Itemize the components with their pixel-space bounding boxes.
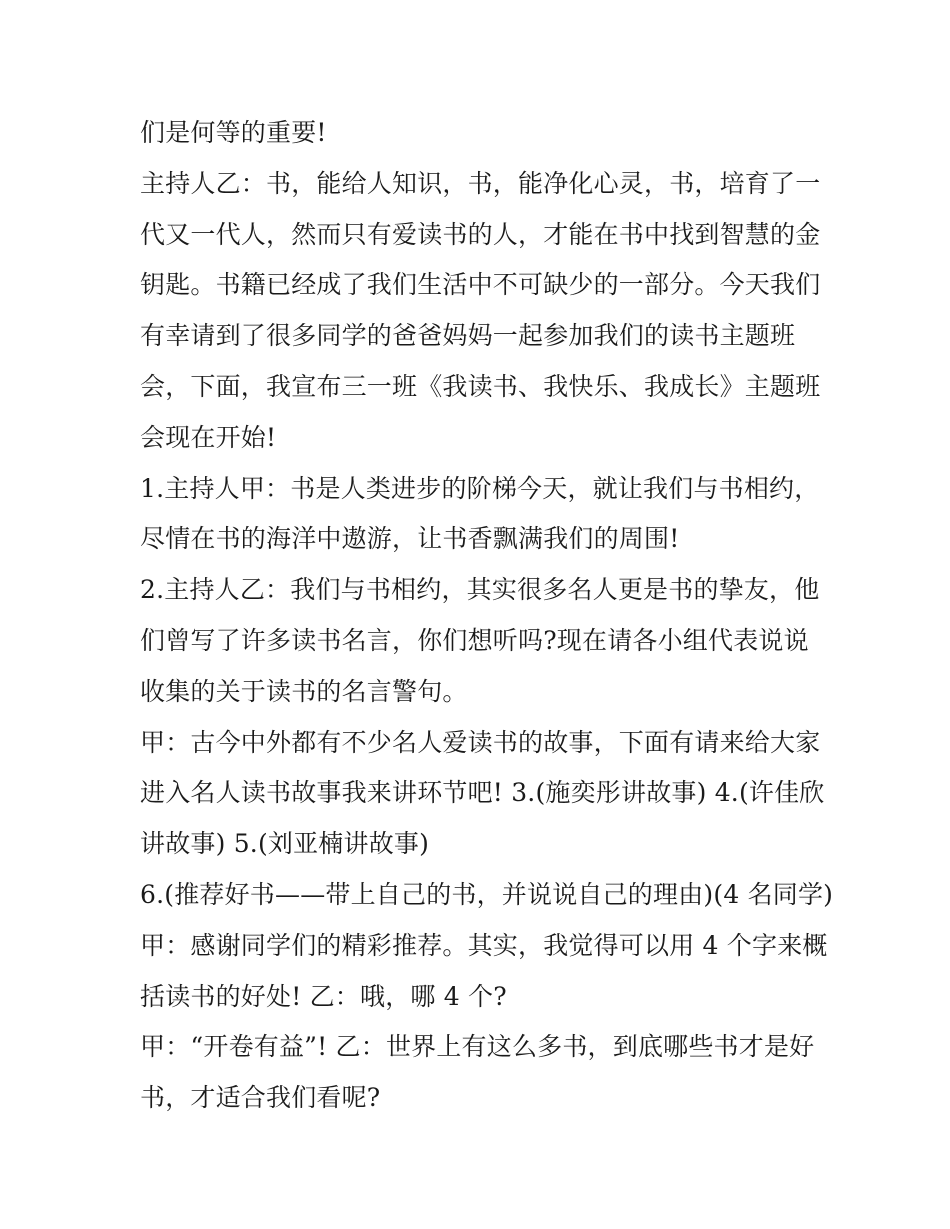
text-line: 2.主持人乙：我们与书相约，其实很多名人更是书的挚友，他 bbox=[140, 575, 820, 605]
text-line: 们是何等的重要! bbox=[140, 118, 327, 147]
text-line: 尽情在书的海洋中遨游，让书香飘满我们的周围! bbox=[140, 524, 680, 554]
text-line: 主持人乙：书，能给人知识，书，能净化心灵，书，培育了一 bbox=[140, 168, 821, 198]
text-line: 会，下面，我宣布三一班《我读书、我快乐、我成长》主题班 bbox=[140, 371, 821, 401]
text-line: 们曾写了许多读书名言，你们想听吗?现在请各小组代表说说 bbox=[140, 625, 809, 655]
text-line: 甲：古今中外都有不少名人爱读书的故事，下面有请来给大家 bbox=[140, 727, 821, 757]
text-line: 甲：“开卷有益”! 乙：世界上有这么多书，到底哪些书才是好 bbox=[140, 1032, 815, 1062]
text-line: 钥匙。书籍已经成了我们生活中不可缺少的一部分。今天我们 bbox=[140, 270, 821, 300]
text-line: 括读书的好处! 乙：哦，哪 4 个? bbox=[140, 981, 507, 1011]
text-line: 会现在开始! bbox=[140, 422, 277, 452]
text-line: 1.主持人甲：书是人类进步的阶梯今天，就让我们与书相约， bbox=[140, 473, 820, 503]
document-body bbox=[140, 108, 834, 1124]
text-line: 讲故事) 5.(刘亚楠讲故事) bbox=[140, 829, 430, 859]
text-line: 甲：感谢同学们的精彩推荐。其实，我觉得可以用 4 个字来概 bbox=[140, 930, 828, 960]
text-line: 进入名人读书故事我来讲环节吧! 3.(施奕彤讲故事) 4.(许佳欣 bbox=[140, 778, 825, 808]
text-line: 6.(推荐好书——带上自己的书，并说说自己的理由)(4 名同学) bbox=[140, 879, 834, 909]
text-line: 代又一代人，然而只有爱读书的人，才能在书中找到智慧的金 bbox=[140, 219, 821, 249]
text-line: 书，才适合我们看呢? bbox=[140, 1083, 381, 1113]
text-line: 收集的关于读书的名言警句。 bbox=[140, 676, 468, 706]
text-line: 有幸请到了很多同学的爸爸妈妈一起参加我们的读书主题班 bbox=[140, 321, 796, 351]
